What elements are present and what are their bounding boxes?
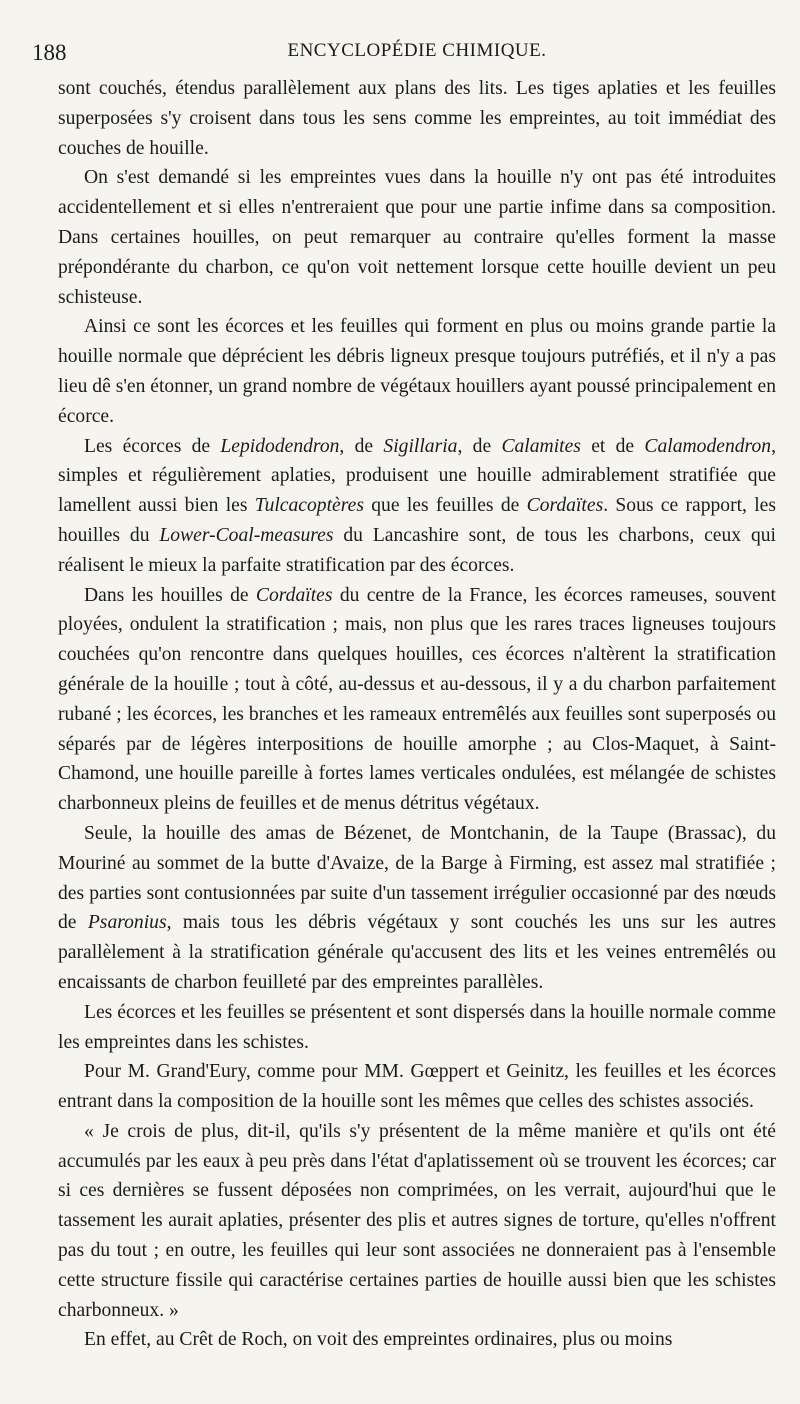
page-number: 188 <box>32 40 67 65</box>
paragraph <box>58 432 776 581</box>
text-run: Dans les houilles de <box>84 584 256 606</box>
italic-term: Calamodendron <box>644 435 772 457</box>
paragraph <box>58 998 776 1058</box>
italic-term: Tulcacoptères <box>254 495 364 517</box>
text-run: Seule, la houille des amas de Bézenet, de Montchanin, de la Taupe (Brassac), du Mouriné au sommet de la butte d'Avaize, de la Barge à Firming, est assez mal stratifiée ; des parties sont contusionnées par suite d'un tassement irrégulier occasionné par des nœuds de <box>58 822 776 934</box>
italic-term: Sigillaria <box>383 435 458 457</box>
italic-term: Lower-Coal-measures <box>159 524 334 546</box>
italic-term: Cordaïtes <box>526 495 604 517</box>
italic-term: Psaronius <box>87 912 167 934</box>
text-run: On s'est demandé si les empreintes vues dans la houille n'y ont pas été introduites accidentellement et si elles n'entreraient que pour une partie infime dans sa composition. Dans certaines houilles, on peut remarquer au contraire qu'elles forment la masse prépondérante du charbon, ce qu'on voit nettement lorsque cette houille devient un peu schisteuse. <box>58 167 776 308</box>
italic-term: Cordaïtes <box>255 584 333 606</box>
text-run: et de <box>580 435 645 457</box>
paragraph <box>58 1057 776 1117</box>
text-run: Pour M. Grand'Eury, comme pour MM. Gœppert et Geinitz, les feuilles et les écorces entrant dans la composition de la houille sont les mêmes que celles des schistes associés. <box>58 1061 776 1113</box>
text-run: , de <box>457 435 502 457</box>
text-run: du centre de la France, les écorces rameuses, souvent ployées, ondulent la stratification ; mais, non plus que les rares traces ligneuses toujours couchées qu'on rencontre dans quelques houilles, ces écorces n'altèrent la stratification générale de la houille ; tout à côté, au-dessus et au-dessous, il y a du charbon parfaitement rubané ; les écorces, les branches et les rameaux entremêlés aux feuilles sont superposés ou séparés par de légères interpositions de houille amorphe ; au Clos-Maquet, à Saint-Chamond, une houille pareille à fortes lames verticales ondulées, est mélangée de schistes charbonneux pleins de feuilles et de menus détritus végétaux. <box>58 584 776 815</box>
text-run: , mais tous les débris végétaux y sont couchés les uns sur les autres parallèlement à la stratification générale qu'accusent des lits et les veines entremêlés ou encaissants de charbon feuilleté par des empreintes parallèles. <box>58 912 776 993</box>
text-run: En effet, au Crêt de Roch, on voit des empreintes ordinaires, plus ou moins <box>84 1329 673 1351</box>
text-run: , simples et régulièrement aplaties, produisent une houille admirablement stratifiée que lamellent aussi bien les <box>58 435 776 517</box>
page-header <box>32 40 776 70</box>
body-text <box>58 74 776 1355</box>
paragraph <box>58 581 776 819</box>
paragraph <box>58 819 776 998</box>
text-run: , de <box>339 435 384 457</box>
text-run: Les écorces et les feuilles se présentent et sont dispersés dans la houille normale comme les empreintes dans les schistes. <box>58 1001 776 1053</box>
text-run: sont couchés, étendus parallèlement aux plans des lits. Les tiges aplaties et les feuilles superposées s'y croisent dans tous les sens comme les empreintes, au toit immédiat des couches de houille. <box>58 78 776 159</box>
text-run: du Lancashire sont, de tous les charbons, ceux qui réalisent le mieux la parfaite stratification par des écorces. <box>58 524 776 576</box>
text-run: que les feuilles de <box>363 495 527 517</box>
paragraph <box>58 163 776 312</box>
text-run: Les écorces de <box>84 435 221 457</box>
paragraph <box>58 1117 776 1326</box>
text-run: « Je crois de plus, dit-il, qu'ils s'y présentent de la même manière et qu'ils ont été accumulés par les eaux à peu près dans l'état d'aplatissement où se trouvent les écorces; car si ces dernières se fussent déposées non comprimées, on les verrait, aujourd'hui que le tassement les aurait aplaties, présenter des plis et autres signes de torture, qu'elles n'offrent pas du tout ; en outre, les feuilles qui leur sont associées ne donneraient pas à l'ensemble cette structure fissile qui caractérise certaines parties de houille aussi bien que les schistes charbonneux. » <box>58 1120 776 1321</box>
paragraph <box>58 74 776 163</box>
text-run: Ainsi ce sont les écorces et les feuilles qui forment en plus ou moins grande partie la houille normale que déprécient les débris ligneux presque toujours putréfiés, et il n'y a pas lieu dê s'en étonner, un grand nombre de végétaux houillers ayant poussé principalement en écorce. <box>58 316 776 427</box>
running-title: ENCYCLOPÉDIE CHIMIQUE. <box>287 40 547 61</box>
italic-term: Lepidodendron <box>220 435 340 457</box>
text-run: . Sous ce rapport, les houilles du <box>58 495 777 546</box>
paragraph <box>58 312 776 431</box>
italic-term: Calamites <box>501 435 581 457</box>
paragraph <box>58 1325 776 1355</box>
